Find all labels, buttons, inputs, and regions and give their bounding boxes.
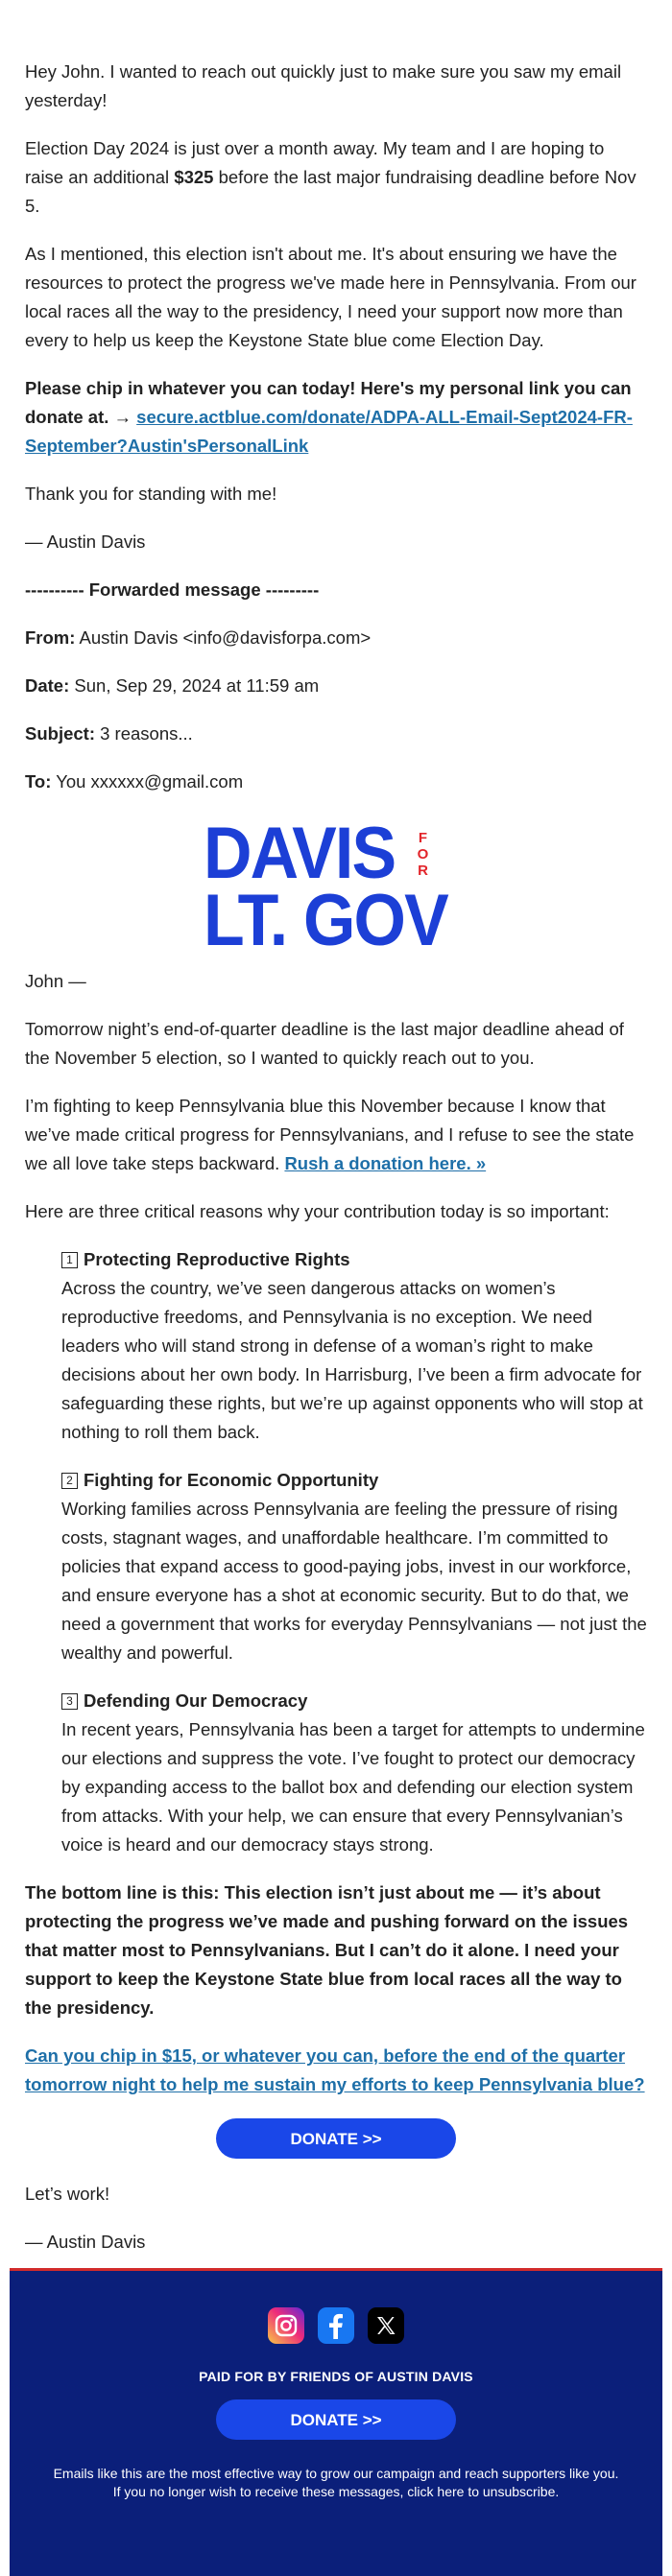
reason-item (61, 1245, 647, 1447)
thanks-text: Thank you for standing with me! (25, 484, 277, 504)
goal-amount: $325 (174, 167, 214, 187)
goal-paragraph: Election Day 2024 is just over a month away. My team and I are hoping to raise an additional $325 before the last major fundraising deadline before Nov 5. (25, 138, 636, 216)
fighting-paragraph: I’m fighting to keep Pennsylvania blue this November because I know that we’ve made critical progress for Pennsylvanians, and I refuse to see the state we all love take steps backward. Rush a donation here. » (25, 1096, 635, 1173)
reason-title: Defending Our Democracy (84, 1690, 308, 1711)
intro-paragraph: Hey John. I wanted to reach out quickly just to make sure you saw my email yesterday! (25, 61, 622, 110)
paid-for-disclaimer: PAID FOR BY FRIENDS OF AUSTIN DAVIS (199, 2369, 473, 2384)
reason-title: Protecting Reproductive Rights (84, 1249, 350, 1269)
social-links (10, 2307, 662, 2344)
campaign-logo (25, 815, 647, 959)
logo-for: F O R (417, 829, 429, 879)
salutation: John — (25, 971, 86, 991)
donate-button[interactable]: DONATE >> (216, 2118, 456, 2159)
reason-item (61, 1466, 647, 1667)
personal-donate-link[interactable]: secure.actblue.com/donate/ADPA-ALL-Email-Sept2024-FR-September?Austin'sPersonalLink (25, 407, 633, 456)
reason-text: In recent years, Pennsylvania has been a target for attempts to undermine our elections and suppress the vote. I’ve fought to protect our democracy by expanding access to the ballot box and defending our election system from attacks. With your help, we can ensure that every Pennsylvanian’s voice is heard and our democracy stays strong. (61, 1719, 645, 1855)
signature: — Austin Davis (25, 532, 146, 552)
forwarded-header (25, 576, 647, 796)
number-2-icon: 2 (61, 1473, 78, 1489)
reason-text: Across the country, we’ve seen dangerous attacks on women’s reproductive freedoms, and Pennsylvania is no exception. We need leaders who will stand strong in defense of a woman’s right to make decisions about her own body. In Harrisburg, I’ve been a firm advocate for safeguarding these rights, but we’re up against opponents who will stop at nothing to roll them back. (61, 1278, 643, 1442)
lets-work-text: Let’s work! (25, 2184, 110, 2204)
reason-text: Working families across Pennsylvania are feeling the pressure of rising costs, stagnant wages, and unaffordable healthcare. I’m committed to policies that expand access to good-paying jobs, invest in our workforce, and ensure everyone has a shot at economic security. But to do that, we need a government that works for everyday Pennsylvanians — not just the wealthy and powerful. (61, 1499, 647, 1663)
forwarded-heading: ---------- Forwarded message --------- (25, 579, 320, 600)
forwarded-date: Date: Sun, Sep 29, 2024 at 11:59 am (25, 675, 320, 696)
x-icon[interactable] (368, 2307, 404, 2344)
forwarded-to: To: You xxxxxx@gmail.com (25, 771, 244, 792)
reason-title: Fighting for Economic Opportunity (84, 1470, 379, 1490)
reasons-intro: Here are three critical reasons why your contribution today is so important: (25, 1201, 610, 1221)
bottom-line-paragraph: The bottom line is this: This election isn’t just about me — it’s about protecting the progress we’ve made and pushing forward on the issues that matter most to Pennsylvanians. But I can’t do it alone. I need your support to keep the Keystone State blue from local races all the way to the presidency. (25, 1882, 629, 2018)
logo-name: DAVIS (204, 813, 396, 894)
footer (10, 2268, 662, 2576)
mission-paragraph: As I mentioned, this election isn't about me. It's about ensuring we have the resources to protect the progress we've made here in Pennsylvania. From our local races all the way to the presidency, I need your support now more than every to help us keep the Keystone State blue come Election Day. (25, 244, 636, 350)
forwarded-from: From: Austin Davis <info@davisforpa.com> (25, 627, 372, 648)
chip-in-paragraph (25, 2042, 647, 2099)
footer-donate-button[interactable]: DONATE >> (216, 2399, 456, 2440)
rush-donation-link[interactable]: Rush a donation here. » (284, 1153, 487, 1173)
facebook-icon[interactable] (318, 2307, 354, 2344)
personal-link-paragraph: Please chip in whatever you can today! Here's my personal link you can donate at. → secure.actblue.com/donate/ADPA-ALL-Email-Sept2024-FR-September?Austin'sPersonalLink (25, 378, 633, 456)
instagram-icon[interactable] (268, 2307, 304, 2344)
number-1-icon: 1 (61, 1252, 78, 1268)
forwarded-subject: Subject: 3 reasons... (25, 723, 193, 744)
number-3-icon: 3 (61, 1693, 78, 1710)
reason-item (61, 1687, 647, 1859)
logo-office: LT. GOV (204, 880, 447, 961)
chip-in-link[interactable]: Can you chip in $15, or whatever you can, before the end of the quarter tomorrow night to help me sustain my efforts to keep Pennsylvania blue? (25, 2045, 645, 2094)
unsubscribe-note[interactable]: Emails like this are the most effective way to grow our campaign and reach supporters like you. If you no longer wish to receive these messages, click here to unsubscribe. (53, 2466, 619, 2499)
closing-signature: — Austin Davis (25, 2232, 146, 2252)
deadline-paragraph: Tomorrow night’s end-of-quarter deadline is the last major deadline ahead of the November 5 election, so I wanted to quickly reach out to you. (25, 1019, 624, 1068)
